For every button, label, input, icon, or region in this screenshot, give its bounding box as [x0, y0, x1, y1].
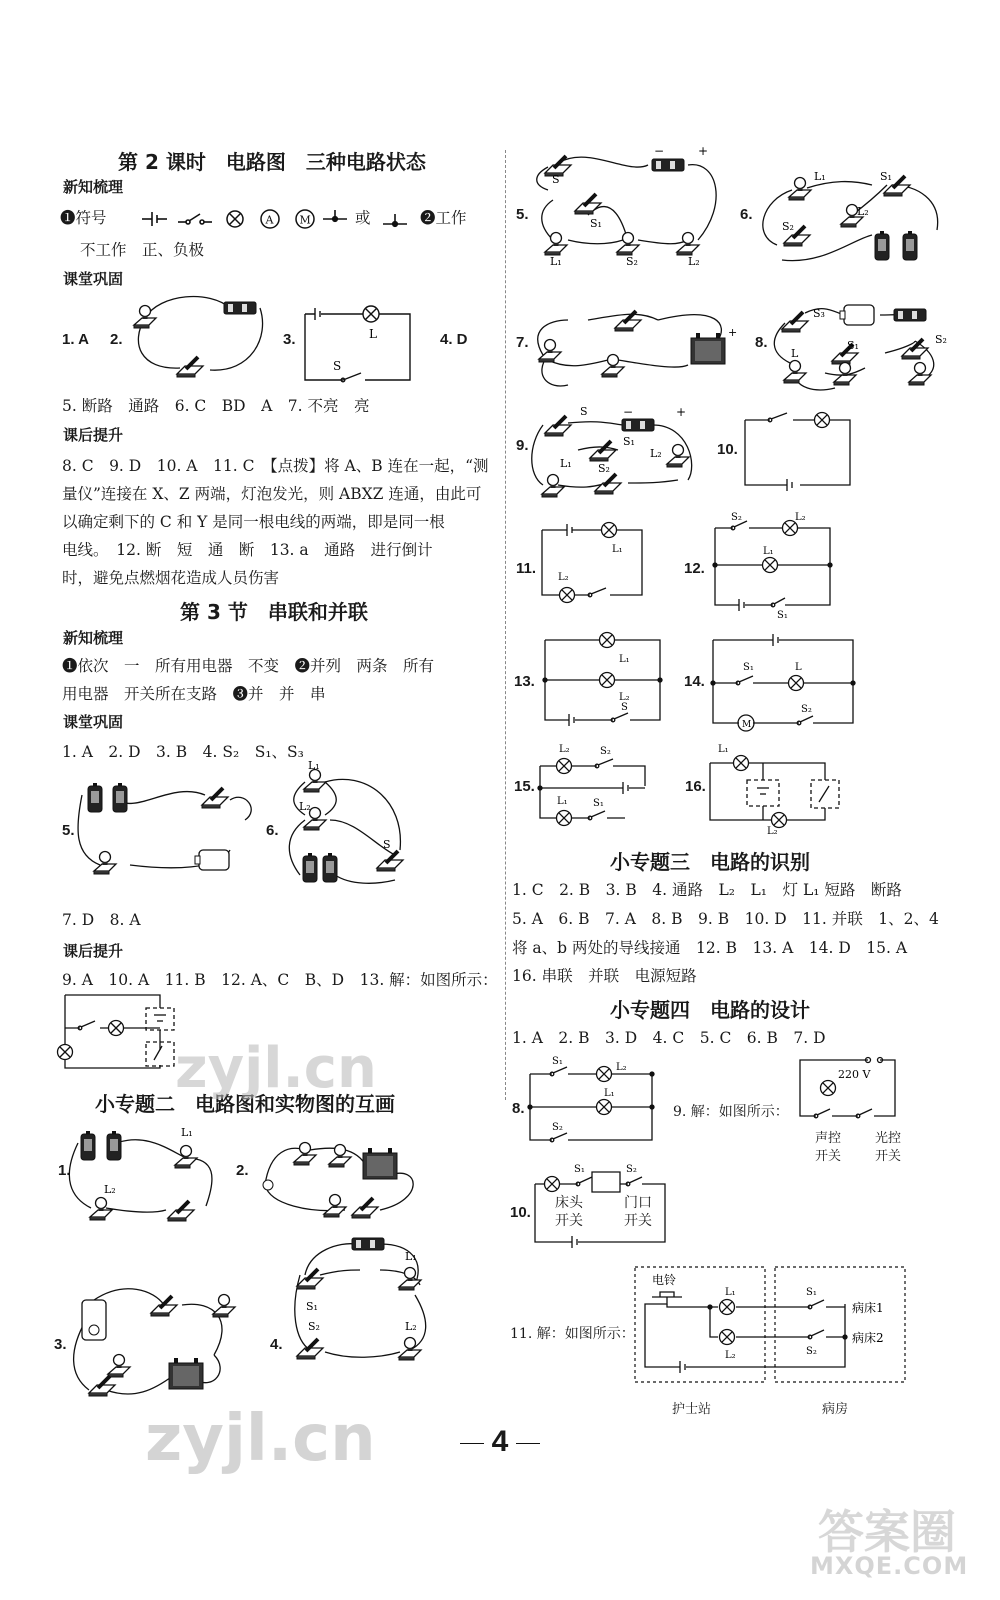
- topic4-q9-light-switch: [875, 1130, 901, 1166]
- watermark-logo-4: MXQE.COM: [810, 1552, 969, 1580]
- sound-switch-label: 声控: [815, 1131, 842, 1146]
- answer-q3-diagram: [295, 300, 420, 390]
- door-switch-label: 门口: [624, 1195, 652, 1211]
- right-q6-label-l2: L₂: [857, 205, 869, 218]
- topic4-q9-voltage: 220 V: [838, 1068, 871, 1081]
- right-q13-diagram: [535, 630, 670, 730]
- topic2-q4-label-s1: S₁: [306, 1300, 318, 1313]
- q6-label-s: S: [383, 838, 391, 851]
- topic4-q11-bed2: 病床2: [852, 1331, 884, 1345]
- right-q14-label-m: M: [742, 720, 752, 730]
- section3-title: 第 3 节 串联和并联: [180, 600, 368, 624]
- topic3-line3: 将 a、b 两处的导线接通 12. B 13. A 14. D 15. A: [512, 939, 908, 957]
- right-q16-label-l1: L₁: [718, 744, 729, 755]
- topic2-q4-number: 4.: [270, 1336, 283, 1353]
- topic3-line1: 1. C 2. B 3. B 4. 通路 L₂ L₁ 灯 L₁ 短路 断路: [512, 881, 902, 899]
- page-number-value: 4: [491, 1425, 509, 1458]
- topic4-q10-diagram: [530, 1162, 680, 1257]
- right-q8-diagram: [765, 293, 965, 403]
- answer-q1: 1. A: [62, 331, 89, 348]
- kehou-line-3: 以确定剩下的 C 和 Y 是同一根电线的两端，即是同一根: [62, 513, 445, 531]
- right-q12-diagram: [705, 510, 845, 625]
- right-q8-number: 8.: [755, 334, 768, 351]
- right-q5-label-l1: L₁: [550, 255, 562, 268]
- section3-q6-diagram: [275, 760, 435, 890]
- section3-heading-kehou: 课后提升: [63, 942, 124, 960]
- right-q5-label-s1: S₁: [590, 217, 602, 230]
- svg-text:A: A: [265, 213, 274, 227]
- column-divider: [505, 150, 506, 1100]
- section3-q13-diagram: [50, 990, 180, 1070]
- right-q11-number: 11.: [516, 560, 537, 577]
- topic4-q9-diagram: [790, 1052, 910, 1132]
- section-heading-kehou: 课后提升: [63, 426, 124, 444]
- watermark-logo-2: zyjl.cn: [145, 1402, 376, 1476]
- right-q5-label-l2: L₂: [688, 255, 700, 268]
- sound-switch-kaiguan: 开关: [815, 1149, 842, 1164]
- topic2-q3-diagram: [64, 1280, 264, 1410]
- battery-symbol: [142, 212, 167, 226]
- right-q10-diagram: [735, 410, 865, 500]
- section3-xinzhi-line1: ❶依次 一 所有用电器 不变 ❷并列 两条 所有: [62, 657, 435, 675]
- switch-label-s: S: [333, 359, 342, 373]
- xinzhi-work-text: ❷工作: [420, 209, 467, 227]
- generator-icon: [82, 1300, 106, 1340]
- xinzhi-line2: 不工作 正、负极: [80, 241, 205, 259]
- right-q9-label-l2: L₂: [650, 447, 662, 460]
- right-q7-diagram: [528, 290, 738, 400]
- answer-q4: 4. D: [440, 331, 468, 348]
- topic2-q1-label-l1: L₁: [181, 1126, 193, 1139]
- right-q6-label-s2: S₂: [782, 220, 794, 233]
- right-q11-diagram: [532, 520, 652, 610]
- switch-symbol: [178, 214, 212, 224]
- right-q6-label-l1: L₁: [814, 170, 826, 183]
- right-q6-diagram: [752, 160, 952, 275]
- circuit-symbol-row: [140, 206, 430, 232]
- topic4-q8-label-s2: S₂: [552, 1122, 563, 1133]
- symbols-label: ❶符号: [60, 209, 107, 227]
- section-heading-xinzhi: 新知梳理: [63, 178, 124, 196]
- svg-text:−: −: [654, 144, 665, 158]
- right-q9-label-l1: L₁: [560, 457, 572, 470]
- topic3-line2: 5. A 6. B 7. A 8. B 9. B 10. D 11. 并联 1、2、4: [512, 910, 939, 928]
- svg-text:+: +: [698, 144, 709, 158]
- section3-q5-number: 5.: [62, 822, 75, 839]
- right-q13-label-l1: L₁: [619, 654, 630, 665]
- right-q14-label-l: L: [795, 662, 802, 673]
- topic2-q4-label-l2: L₂: [405, 1320, 417, 1333]
- topic2-q1-diagram: [66, 1118, 226, 1228]
- topic4-q11-label-s1: S₁: [806, 1287, 817, 1298]
- right-q15-label-s1: S₁: [593, 798, 604, 809]
- right-q15-number: 15.: [514, 778, 535, 795]
- topic4-q11-ward: 病房: [822, 1402, 849, 1417]
- q6-label-l1: L₁: [308, 759, 320, 772]
- section3-heading-xinzhi: 新知梳理: [63, 629, 124, 647]
- topic4-q8-number: 8.: [512, 1100, 525, 1117]
- svg-text:−: −: [623, 405, 634, 419]
- topic4-q9-text: 9. 解：如图所示：: [673, 1104, 789, 1120]
- page-number: [440, 1425, 560, 1459]
- answer-q3-number: 3.: [283, 331, 296, 348]
- topic2-q4-diagram: [280, 1230, 445, 1365]
- right-q14-label-s2: S₂: [801, 704, 812, 715]
- answers-line-5-7: 5. 断路 通路 6. C BD A 7. 不亮 亮: [62, 397, 370, 415]
- topic3-line4: 16. 串联 并联 电源短路: [512, 967, 697, 985]
- right-q12-number: 12.: [684, 560, 705, 577]
- q6-label-l2: L₂: [299, 800, 311, 813]
- right-q11-label-l1: L₁: [612, 544, 623, 555]
- right-q7-number: 7.: [516, 334, 529, 351]
- topic4-q10-label-s2: S₂: [626, 1164, 637, 1175]
- right-q9-diagram: [528, 405, 713, 505]
- section3-ketang-line1: 1. A 2. D 3. B 4. S₂ S₁、S₃: [62, 743, 304, 761]
- topic2-q2-diagram: [250, 1125, 430, 1225]
- right-q12-label-l2: L₂: [795, 512, 806, 523]
- watermark-logo-3: 答案圈: [818, 1505, 956, 1559]
- right-q15-label-l1: L₁: [557, 796, 568, 807]
- junction-symbol-a: [323, 210, 347, 221]
- answer-q2-number: 2.: [110, 331, 123, 348]
- topic4-q11-label-l2: L₂: [725, 1350, 736, 1361]
- kehou-line-2: 量仪”连接在 X、Z 两端，灯泡发光，则 ABXZ 连通，由此可: [62, 485, 482, 503]
- topic4-q11-bed1: 病床1: [852, 1301, 884, 1315]
- answer-q2-diagram: [120, 288, 280, 388]
- right-q8-label-l: L: [791, 347, 799, 360]
- right-q5-diagram: [528, 145, 733, 270]
- right-q14-diagram: [703, 628, 863, 738]
- lamp-symbol: [227, 211, 243, 227]
- topic4-q11-nurse-station: 护士站: [672, 1402, 712, 1417]
- section3-answers-7-8: 7. D 8. A: [62, 911, 141, 929]
- right-q13-label-s: S: [621, 702, 628, 713]
- topic4-q11-text: 11. 解：如图所示：: [510, 1326, 635, 1342]
- right-q6-number: 6.: [740, 206, 753, 223]
- right-q8-label-s2: S₂: [935, 333, 947, 346]
- right-q14-label-s1: S₁: [743, 662, 754, 673]
- topic2-q2-number: 2.: [236, 1162, 249, 1179]
- right-q9-label-s: S: [580, 405, 588, 418]
- right-q12-label-s1: S₁: [777, 610, 788, 621]
- topic4-q8-label-l1: L₁: [604, 1088, 615, 1099]
- lamp-label-l: L: [369, 327, 377, 341]
- xinzhi-symbols-line: [60, 204, 107, 232]
- watermark-logo-1: zyjl.cn: [175, 1036, 377, 1101]
- topic4-q8-diagram: [522, 1052, 662, 1152]
- section3-xinzhi-line2: 用电器 开关所在支路 ❸并 并 串: [62, 685, 326, 703]
- section3-q6-number: 6.: [266, 822, 279, 839]
- topic4-q11-label-s2: S₂: [806, 1346, 817, 1357]
- right-q15-label-l2: L₂: [559, 744, 570, 755]
- topic2-q1-label-l2: L₂: [104, 1183, 116, 1196]
- topic4-q8-label-s1: S₁: [552, 1056, 563, 1067]
- right-q5-label-s: S: [552, 173, 560, 186]
- kehou-line-1: 8. C 9. D 10. A 11. C 【点拨】将 A、B 连在一起，“测: [62, 457, 489, 475]
- topic4-title: 小专题四 电路的设计: [610, 998, 810, 1022]
- right-q6-label-s1: S₁: [880, 170, 892, 183]
- section-heading-ketang: 课堂巩固: [63, 270, 124, 288]
- right-q9-number: 9.: [516, 437, 529, 454]
- right-q16-label-l2: L₂: [767, 826, 778, 837]
- junction-symbol-b: [383, 214, 407, 226]
- topic4-q11-bell: 电铃: [652, 1273, 677, 1287]
- kehou-answers: [62, 452, 492, 592]
- topic4-q11-label-l1: L₁: [725, 1287, 736, 1298]
- right-q8-label-s1: S₁: [847, 339, 859, 352]
- topic2-title: 小专题二 电路图和实物图的互画: [95, 1092, 395, 1116]
- topic4-q10-bed-switch: [555, 1194, 583, 1230]
- xinzhi-or-text: 或: [355, 209, 371, 227]
- svg-text:M: M: [299, 213, 311, 227]
- right-q5-number: 5.: [516, 206, 529, 223]
- topic2-q4-label-s2: S₂: [308, 1320, 320, 1333]
- svg-text:+: +: [728, 326, 738, 339]
- bed-switch-label: 床头: [555, 1195, 583, 1211]
- right-q11-label-l2: L₂: [558, 572, 569, 583]
- topic4-q11-diagram: [630, 1262, 920, 1394]
- topic4-q10-number: 10.: [510, 1204, 531, 1221]
- right-q13-label-l2: L₂: [619, 692, 630, 703]
- right-q15-label-s2: S₂: [600, 746, 611, 757]
- svg-text:+: +: [676, 405, 687, 419]
- right-q12-label-s2: S₂: [731, 512, 742, 523]
- topic4-q9-sound-switch: [815, 1130, 841, 1166]
- right-q16-diagram: [705, 738, 845, 838]
- lesson-title: 第 2 课时 电路图 三种电路状态: [118, 150, 426, 174]
- kehou-line-5: 时，避免点燃烟花造成人员伤害: [62, 569, 280, 587]
- topic4-q10-door-switch: [624, 1194, 652, 1230]
- topic2-q3-number: 3.: [54, 1336, 67, 1353]
- right-q8-label-s3: S₃: [813, 307, 825, 320]
- topic4-line1: 1. A 2. B 3. D 4. C 5. C 6. B 7. D: [512, 1029, 826, 1047]
- ward-box: [775, 1267, 905, 1382]
- bed-switch-kaiguan: 开关: [555, 1213, 583, 1229]
- right-q14-number: 14.: [684, 673, 705, 690]
- right-q12-label-l1: L₁: [763, 546, 774, 557]
- kehou-line-4: 电线。 12. 断 短 通 断 13. a 通路 进行倒计: [62, 541, 433, 559]
- topic4-q8-label-l2: L₂: [616, 1062, 627, 1073]
- right-q9-label-s2: S₂: [598, 462, 610, 475]
- right-q9-label-s1: S₁: [623, 435, 635, 448]
- topic4-q10-label-s1: S₁: [574, 1164, 585, 1175]
- topic2-q4-label-l1: L₁: [405, 1250, 417, 1263]
- right-q10-number: 10.: [717, 441, 738, 458]
- right-q15-diagram: [535, 738, 655, 833]
- door-switch-kaiguan: 开关: [624, 1213, 652, 1229]
- right-q5-label-s2: S₂: [626, 255, 638, 268]
- section3-kehou-line1: 9. A 10. A 11. B 12. A、C B、D 13. 解：如图所示：: [62, 971, 498, 989]
- topic3-title: 小专题三 电路的识别: [610, 850, 810, 874]
- light-switch-kaiguan: 开关: [875, 1149, 902, 1164]
- right-q16-number: 16.: [685, 778, 706, 795]
- section3-q5-diagram: [70, 770, 260, 880]
- right-q13-number: 13.: [514, 673, 535, 690]
- topic2-q1-number: 1.: [58, 1162, 71, 1179]
- section3-heading-ketang: 课堂巩固: [63, 713, 124, 731]
- light-switch-label: 光控: [875, 1131, 902, 1146]
